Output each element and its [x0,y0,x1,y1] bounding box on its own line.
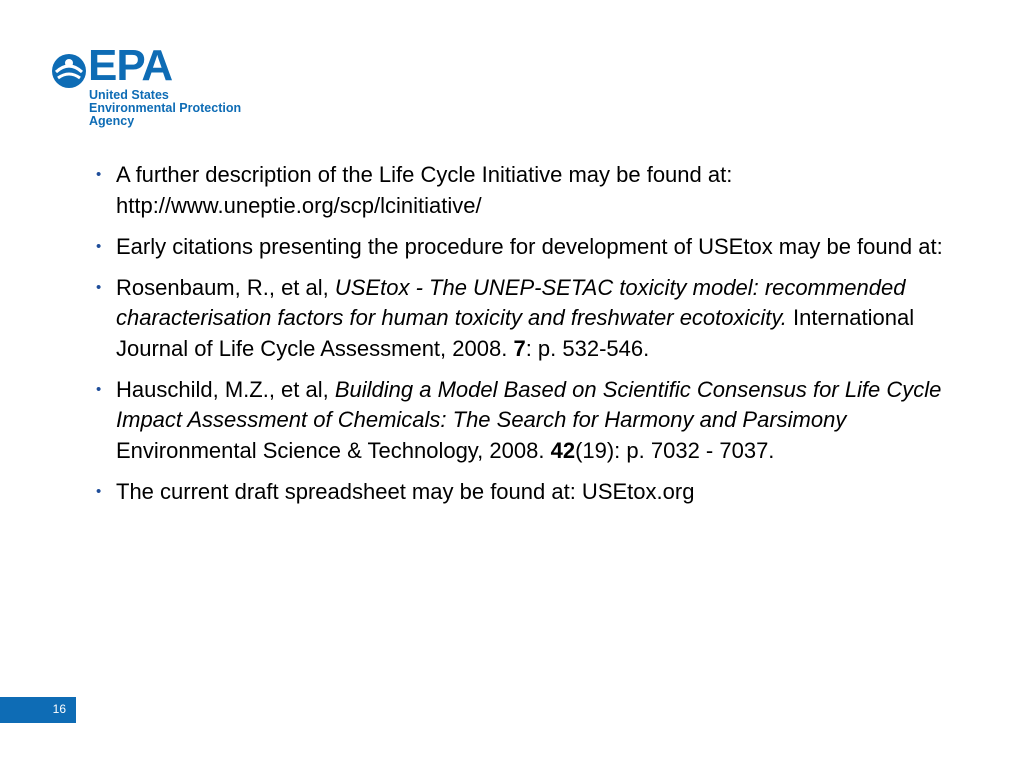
bullet-text [116,377,941,463]
bullet-segment: Early citations presenting the procedure for development of USEtox may be found at: [116,233,943,259]
bullet-segment: Rosenbaum, R., et al, [116,274,335,300]
bullet-item [96,160,966,221]
bullet-segment: International Journal of Life Cycle Assessment, 2008. [116,305,915,361]
bullet-segment: Environmental Science & Technology, 2008. [116,437,551,463]
bullet-icon: • [96,278,102,296]
citation-volume: 42 [550,437,576,463]
bullet-icon: • [96,482,102,500]
logo-line-1: United States [89,88,169,102]
citation-volume: 7 [513,335,526,361]
citation-title: USEtox - The UNEP-SETAC toxicity model: recommended characterisation factors for human toxicity and freshwater ecotoxicity. [116,274,906,330]
page-number: 16 [52,702,66,716]
bullet-segment: The current draft spreadsheet may be found at: USEtox.org [116,478,695,504]
bullet-item [96,477,966,508]
bullet-text [116,275,914,361]
bullet-item [96,232,966,263]
bullet-segment: A further description of the Life Cycle Initiative may be found at: http://www.uneptie.org/scp/lcinitiative/ [116,162,733,218]
citation-title: Building a Model Based on Scientific Consensus for Life Cycle Impact Assessment of Chemicals: The Search for Harmony and Parsimony [116,376,942,432]
bullet-item [96,375,966,467]
logo-line-3: Agency [89,114,135,128]
bullet-segment: : p. 532-546. [525,335,650,361]
epa-flower-icon [50,52,88,90]
bullet-icon: • [96,380,102,398]
bullet-text [116,234,943,259]
bullet-icon: • [96,166,102,183]
page-number-box [0,697,76,723]
bullet-text [116,162,732,218]
epa-logo [50,41,250,130]
bullet-text [116,479,694,504]
bullet-icon: • [96,237,102,255]
bullet-item [96,273,966,365]
bullet-segment: (19): p. 7032 - 7037. [575,437,775,463]
bullet-list [96,160,966,518]
logo-line-2: Environmental Protection [89,101,242,115]
logo-acronym: EPA [88,41,173,90]
bullet-segment: Hauschild, M.Z., et al, [116,376,335,402]
